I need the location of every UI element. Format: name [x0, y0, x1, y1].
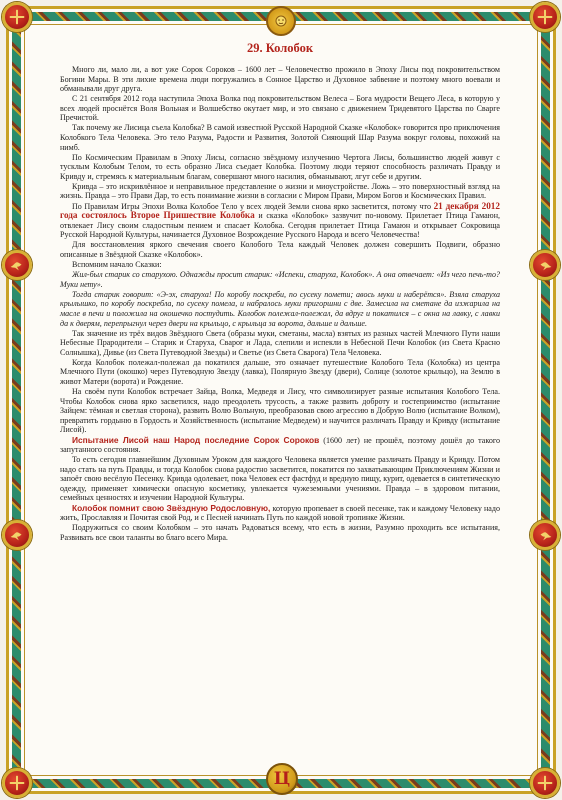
sun-icon	[266, 6, 296, 36]
paragraph: Много ли, мало ли, а вот уже Сорок Сороков – 1600 лет – Человечество прожило в Эпоху Лисы под покровительством Богини Мары. В эти лихие времена люди погружались в Сонное Царство и Духовное забвение и поэтому много воевали и обманывали друг друга.	[60, 65, 500, 94]
kolovrat-icon	[2, 768, 32, 798]
paragraph: Когда Колобок полежал-полежал да покатился дальше, это означает путешествие Колобого Тела (Колобка) из центра Млечного Пути (окошко) через Путеводную Звезду (лавка), Полярную Звезду (двери), Солнце (золотое крыльцо), на Землю в живот Матери (ворота) и Рождение.	[60, 357, 500, 387]
paragraph: Подружиться со своим Колобком – это начать Радоваться всему, что есть в жизни, Разумно проходить все испытания, Развивать все свои таланты во благо всего Мира.	[60, 523, 500, 542]
paragraph: Так значение из трёх видов Звёздного Света (образы муки, сметаны, масла) взятых из разных частей Млечного Пути наши Небесные Прародители – Старик и Старуха, Сварог и Лада, слепили и испекли в Небесной Печи Колобок (из Света Красно Солнышка), Дивье (из Света Путеводной Звезды) и Светье (из Света Сварога) Тела Человека.	[60, 328, 500, 357]
paragraph: Тогда старик говорит: «Э-эх, старуха! По коробу поскреби, по сусеку помети; авось муки и наберётся». Взяла старуха крылышко, по коробу поскребла, по сусеку помела, и набралось муки пригоршни с две. Замесила на сметане да изжарила на масле в печи и положила на окошечко постудить. Колобок полежал-полежал, да вдруг и покатился – с окна на лавку, с лавки да к дверям, перепрыгнул через двери на крыльцо, с крыльца за ворота, дальше и дальше.	[60, 289, 500, 328]
paragraph: Для восстановления яркого свечения своего Колобого Тела каждый Человек должен совершить Подвиги, образно описанные в Звёздной Сказке «Колобок».	[60, 240, 500, 259]
kolovrat-icon	[530, 768, 560, 798]
paragraph	[60, 504, 500, 523]
kolovrat-icon	[2, 2, 32, 32]
page-title: 29. Колобок	[246, 41, 314, 55]
article-body	[60, 65, 500, 542]
paragraph: Вспомним начало Сказки:	[72, 260, 162, 270]
paragraph: С 21 сентября 2012 года наступила Эпоха Волка под покровительством Велеса – Бога мудрости Вещего Леса, в которую у всех людей проснётся Воля Вольная и Волшебство окутает мир, и это связано с движением Тридевятого Царства по Сварге Пречистой.	[60, 94, 500, 123]
chapter-letter-badge: Ц	[266, 763, 298, 795]
paragraph-text: которую пропевает в своей песенке, так и каждому Человеку надо жить, Прославляя и Почитая свой Род, и с Песней начинать Путь по каждой новой тропинке Жизни.	[60, 503, 500, 523]
article	[60, 40, 500, 543]
paragraph: То есть сегодня главнейшим Духовным Уроком для каждого Человека является умение различать Правду и Кривду. Потом надо стать на путь Правды, и тогда Колобок снова радостно засветится, покатится по захватывающим Приключениям Жизни и запоёт свою весёлую Песенку. Кривда одолевает, пока Человек ест фастфуд и вредную пищу, курит, одевается в синтетическую одежду, применяет химически опасную косметику, увлекается чужеземными учениями. Правда – в здоровом питании, семейных ценностях и изучении Народной Культуры.	[60, 455, 500, 503]
bird-icon	[2, 250, 32, 280]
highlighted-text: 21 декабря 2012 года состоялось Второе Пришествие Колобка	[60, 200, 500, 221]
paragraph: По Космическим Правилам в Эпоху Лисы, согласно звёздному излучению Чертога Лисы, большинство людей живут с тусклым Колобым Телом, то есть образно Лиса съедает Колобка. Поэтому люди теряют способность различать Правду и Кривду и, стремясь к материальным благам, совершают много насилия, обманывают, лгут себе и другим.	[60, 152, 500, 181]
highlighted-text: Колобок помнит свою Звёздную Родословную,	[72, 502, 271, 513]
paragraph-text: и сказка «Колобок» зазвучит по-новому. Прилетает Птица Гамаюн, отвлекает Лису своим сладостным пением и спасает Колобка. Сегодня прилетает Птица Гамаюн и открывает Сокровища Русской Народной Культуры, начинается Духовное Возрождение Русского Народа и всего Человечества!	[60, 211, 501, 240]
paragraph: Так почему же Лисица съела Колобка? В самой известной Русской Народной Сказке «Колобок» говорится про приключения Колобкого Тела Человека. Это тело Разума, Радости и Развития, Золотой Сияющий Шар Разума вокруг головы, похожий на нимб.	[60, 123, 500, 152]
highlighted-text: Испытание Лисой наш Народ последние Сорок Сороков	[72, 434, 320, 445]
bird-icon	[530, 250, 560, 280]
bird-icon	[2, 520, 32, 550]
paragraph: Кривда – это искривлённое и неправильное представление о жизни и миоустройстве. Ложь – это поверхностный взгляд на жизнь. Правда – это Прави Дар, то есть понимание жизни в согласии с Миром Прави, Миром Богов и Космических Правил.	[60, 181, 500, 201]
paragraph: Жил-был старик со старухою. Однажды просит старик: «Испеки, старуха, Колобок». А она отвечает: «Из чего печь-то? Муки нету».	[60, 270, 500, 289]
paragraph: На своём пути Колобок встречает Зайца, Волка, Медведя и Лису, что символизирует разные испытания Колобого Тела. Чтобы Колобок снова ярко засветился, надо преодолеть трусость, а также развить доброту и гостеприимство (испытание Зайцем: тёмная и светлая сторона), развить Волю Вольную, преобразовав свою агрессию в Добрую Волю (испытание Волком), превратить гордыню в Гордость и Хозяйственность (испытание Медведем) и научится различать Правду и Кривду (испытание Лисой).	[60, 387, 500, 435]
paragraph	[60, 436, 500, 455]
kolovrat-icon	[530, 2, 560, 32]
paragraph-text: По Правилам Игры Эпохи Волка Колобое Тело у всех людей Земли снова ярко засветится, потому что	[72, 201, 434, 211]
paragraph-text: (1600 лет) не прошёл, поэтому дошёл до такого запутанного состояния.	[60, 435, 501, 455]
bird-icon	[530, 520, 560, 550]
paragraph	[60, 202, 500, 240]
